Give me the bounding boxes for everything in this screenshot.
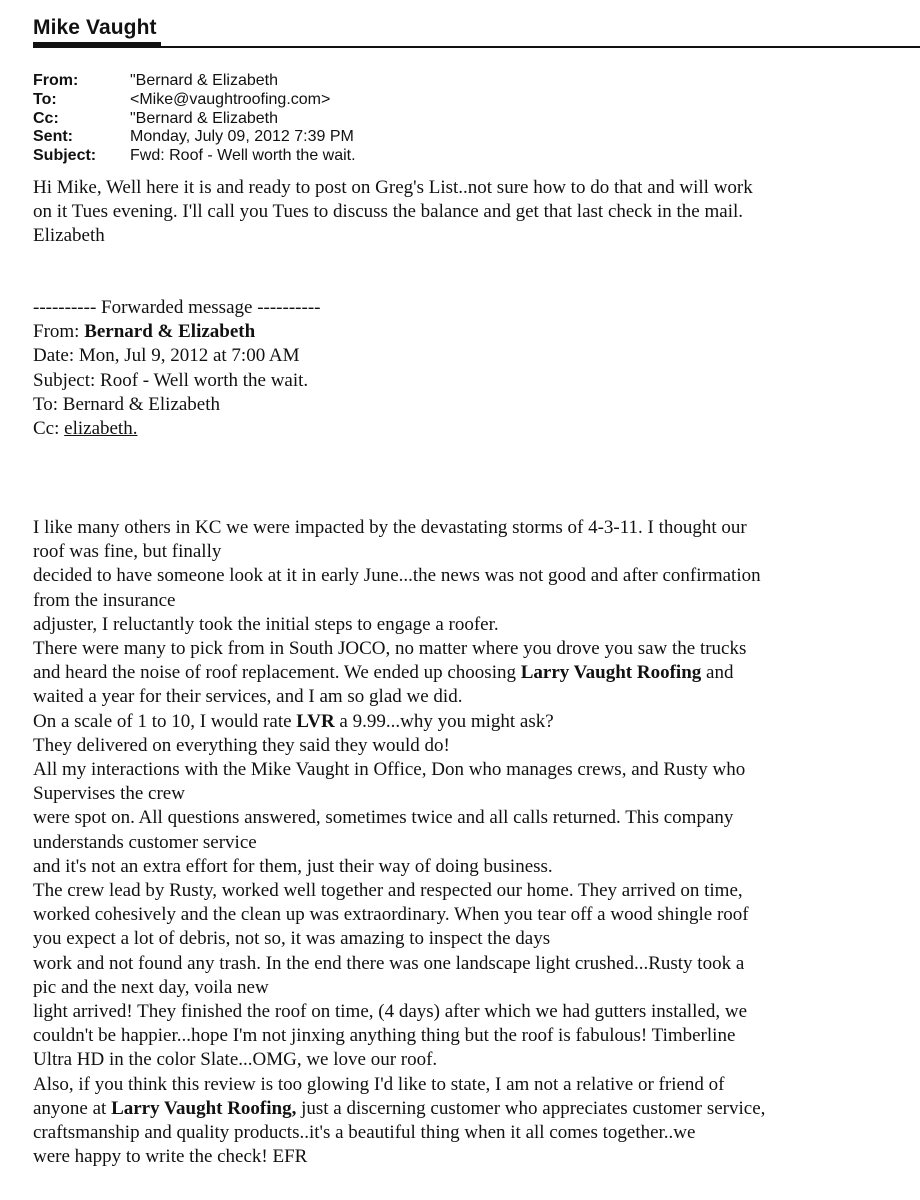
review-line: Also, if you think this review is too glowing I'd like to state, I am not a relative or friend of bbox=[33, 1073, 725, 1095]
review-line bbox=[33, 661, 913, 685]
forwarded-header bbox=[33, 296, 633, 441]
field-value: "Bernard & Elizabeth bbox=[130, 72, 278, 89]
review-line: pic and the next day, voila new bbox=[33, 976, 269, 998]
forwarded-cc-link[interactable]: elizabeth. bbox=[64, 418, 138, 440]
review-line bbox=[33, 710, 913, 734]
review-line: couldn't be happier...hope I'm not jinxing anything thing but the roof is fabulous! Timberline bbox=[33, 1025, 736, 1047]
field-value: Fwd: Roof - Well worth the wait. bbox=[130, 147, 356, 165]
review-body bbox=[33, 516, 913, 1169]
email-header bbox=[33, 72, 356, 166]
company-abbrev: LVR bbox=[296, 710, 335, 732]
text: On a scale of 1 to 10, I would rate bbox=[33, 710, 297, 732]
review-line: The crew lead by Rusty, worked well together and respected our home. They arrived on time, bbox=[33, 880, 743, 902]
review-line: work and not found any trash. In the end there was one landscape light crushed...Rusty took a bbox=[33, 952, 745, 974]
review-line: craftsmanship and quality products..it's a beautiful thing when it all comes together..we bbox=[33, 1122, 696, 1144]
field-from bbox=[33, 72, 356, 91]
review-line: and it's not an extra effort for them, just their way of doing business. bbox=[33, 855, 553, 877]
field-value: <Mike@vaughtroofing.com> bbox=[130, 90, 331, 108]
field-value: "Bernard & Elizabeth bbox=[130, 109, 278, 127]
review-line: from the insurance bbox=[33, 589, 176, 611]
field-subject bbox=[33, 147, 356, 166]
intro-line: Hi Mike, Well here it is and ready to post on Greg's List..not sure how to do that and will work bbox=[33, 177, 753, 198]
review-line: Supervises the crew bbox=[33, 783, 185, 805]
field-cc bbox=[33, 110, 356, 129]
review-line bbox=[33, 1097, 913, 1121]
review-line: There were many to pick from in South JOCO, no matter where you drove you saw the trucks bbox=[33, 638, 747, 660]
text: and heard the noise of roof replacement. We ended up choosing bbox=[33, 662, 521, 684]
forwarded-separator: ---------- Forwarded message ---------- bbox=[33, 297, 321, 318]
review-line: decided to have someone look at it in early June...the news was not good and after confirmation bbox=[33, 565, 761, 587]
page-title: Mike Vaught bbox=[33, 16, 157, 39]
field-sent bbox=[33, 128, 356, 147]
review-line: were spot on. All questions answered, sometimes twice and all calls returned. This company bbox=[33, 807, 734, 829]
forwarded-from-value: Bernard & Elizabeth bbox=[84, 321, 256, 343]
intro-message bbox=[33, 176, 913, 249]
review-line: waited a year for their services, and I am so glad we did. bbox=[33, 686, 463, 708]
review-line: They delivered on everything they said they would do! bbox=[33, 734, 450, 756]
forwarded-from-label: From: bbox=[33, 321, 80, 343]
forwarded-subject: Subject: Roof - Well worth the wait. bbox=[33, 369, 309, 391]
review-line: I like many others in KC we were impacted by the devastating storms of 4-3-11. I thought our bbox=[33, 517, 747, 538]
text: anyone at bbox=[33, 1097, 112, 1119]
review-line: All my interactions with the Mike Vaught in Office, Don who manages crews, and Rusty who bbox=[33, 759, 746, 781]
company-name: Larry Vaught Roofing, bbox=[111, 1097, 297, 1119]
review-line: understands customer service bbox=[33, 831, 257, 853]
forwarded-from bbox=[33, 320, 633, 344]
field-label: Subject: bbox=[33, 147, 97, 165]
review-line: adjuster, I reluctantly took the initial steps to engage a roofer. bbox=[33, 613, 499, 635]
field-label: To: bbox=[33, 90, 57, 108]
forwarded-to: To: Bernard & Elizabeth bbox=[33, 393, 221, 415]
forwarded-cc-label: Cc: bbox=[33, 418, 60, 440]
review-line: Ultra HD in the color Slate...OMG, we love our roof. bbox=[33, 1049, 438, 1071]
field-label: Sent: bbox=[33, 128, 73, 146]
review-line: light arrived! They finished the roof on time, (4 days) after which we had gutters installed, we bbox=[33, 1001, 748, 1023]
company-name: Larry Vaught Roofing bbox=[520, 662, 702, 684]
review-line: worked cohesively and the clean up was extraordinary. When you tear off a wood shingle roof bbox=[33, 904, 749, 926]
forwarded-cc bbox=[33, 417, 633, 441]
text: a 9.99...why you might ask? bbox=[334, 710, 554, 732]
review-line: roof was fine, but finally bbox=[33, 541, 222, 563]
review-line: were happy to write the check! EFR bbox=[33, 1146, 308, 1168]
field-label: From: bbox=[33, 72, 79, 89]
field-label: Cc: bbox=[33, 109, 59, 127]
forwarded-date: Date: Mon, Jul 9, 2012 at 7:00 AM bbox=[33, 345, 300, 367]
intro-line: on it Tues evening. I'll call you Tues to discuss the balance and get that last check in the mail. bbox=[33, 201, 744, 223]
text: and bbox=[701, 662, 734, 684]
field-to bbox=[33, 91, 356, 110]
header-divider bbox=[33, 46, 920, 48]
review-line: you expect a lot of debris, not so, it was amazing to inspect the days bbox=[33, 928, 551, 950]
text: just a discerning customer who appreciates customer service, bbox=[296, 1097, 766, 1119]
field-value: Monday, July 09, 2012 7:39 PM bbox=[130, 128, 354, 146]
signature: Elizabeth bbox=[33, 225, 105, 247]
